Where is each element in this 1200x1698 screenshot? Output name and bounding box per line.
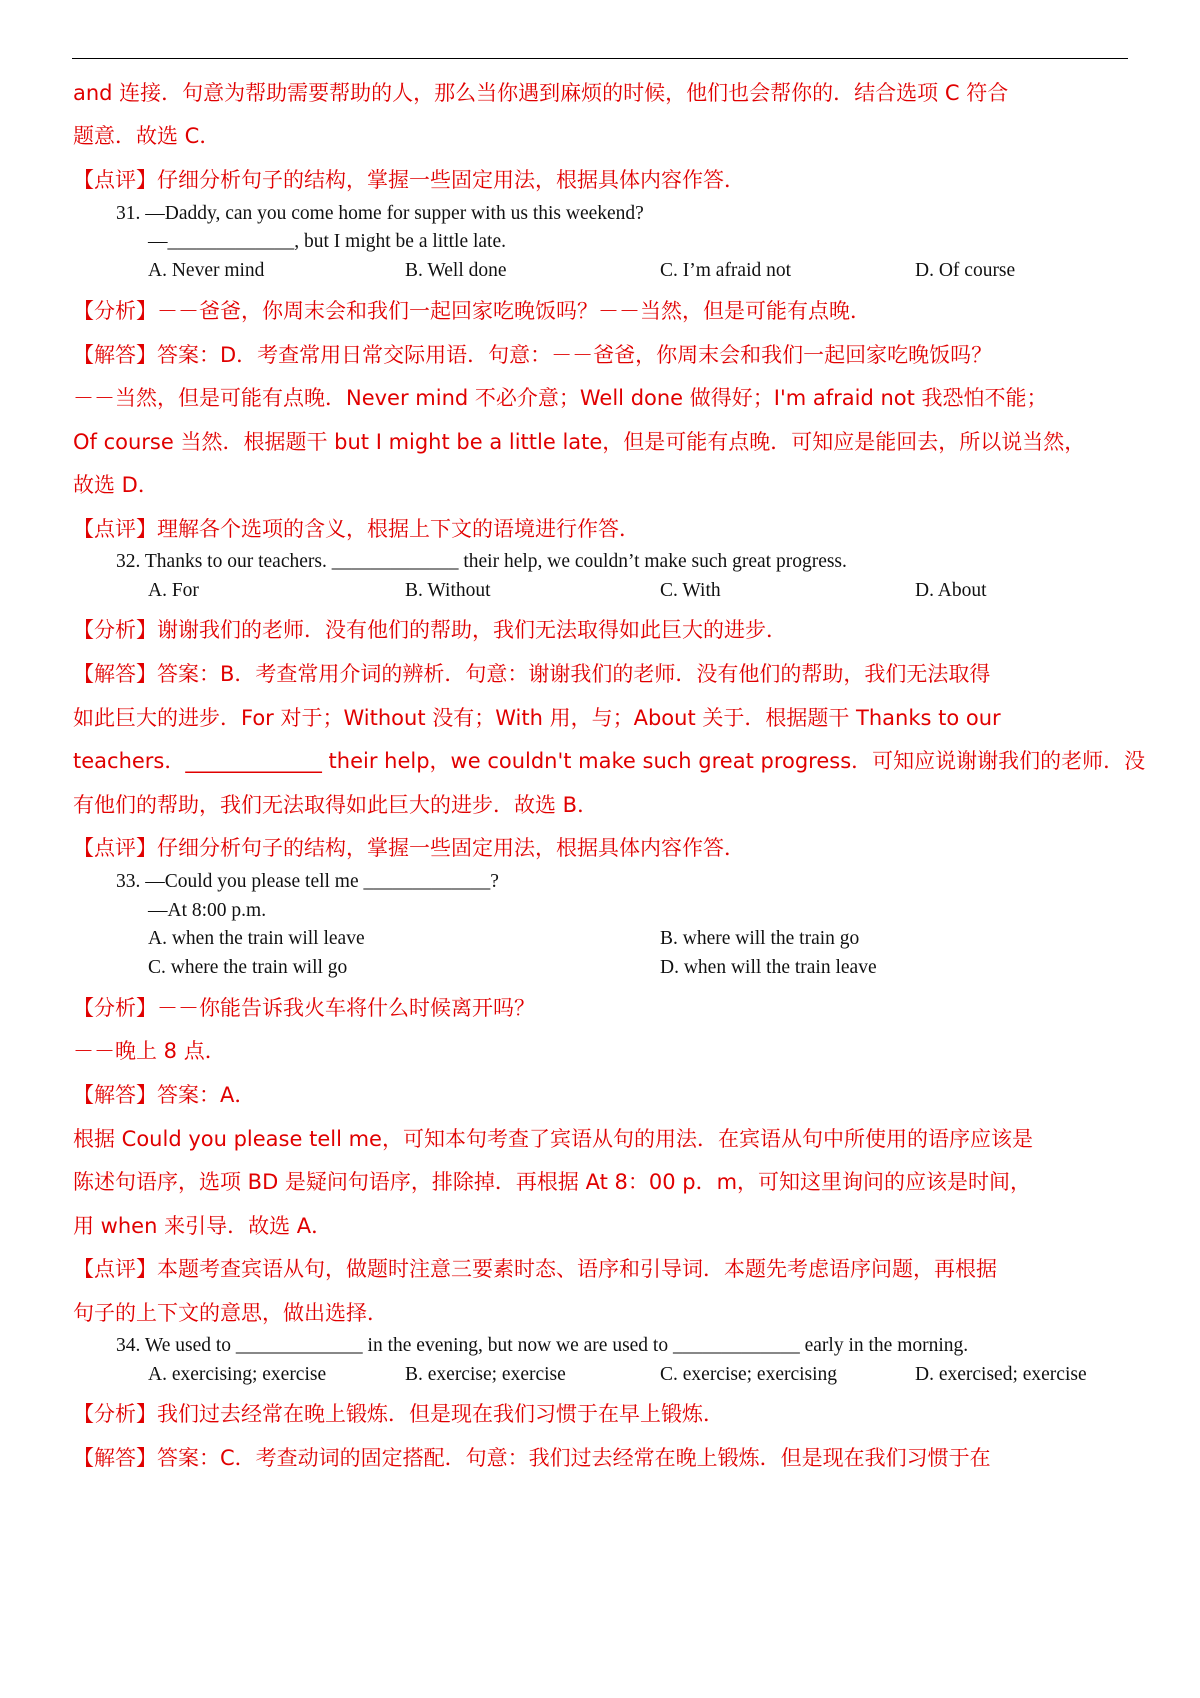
comment-line: 【点评】本题考查宾语从句，做题时注意三要素时态、语序和引导词．本题先考虑语序问题，再根据 bbox=[73, 1257, 997, 1281]
answer-line: －－当然，但是可能有点晚．Never mind 不必介意；Well done 做得好；I'm afraid not 我恐怕不能； bbox=[73, 386, 1048, 410]
question-33-option-d: D. when will the train leave bbox=[660, 957, 877, 978]
comment-line: 句子的上下文的意思，做出选择． bbox=[73, 1301, 388, 1325]
question-31-stem: 31. —Daddy, can you come home for supper with us this weekend? bbox=[116, 203, 644, 224]
answer-line: 根据 Could you please tell me，可知本句考查了宾语从句的用法．在宾语从句中所使用的语序应该是 bbox=[73, 1127, 1033, 1151]
question-34-option-a: A. exercising; exercise bbox=[148, 1364, 327, 1385]
answer-line: 【解答】答案：C．考查动词的固定搭配．句意：我们过去经常在晚上锻炼．但是现在我们习惯于在 bbox=[73, 1446, 991, 1470]
question-34-option-b: B. exercise; exercise bbox=[405, 1364, 566, 1385]
analysis-line: 【分析】－－爸爸，你周末会和我们一起回家吃晚饭吗？－－当然，但是可能有点晚． bbox=[73, 299, 871, 323]
question-31-reply: —_____________, but I might be a little late. bbox=[148, 231, 506, 252]
header-rule bbox=[72, 58, 1128, 59]
question-31-option-d: D. Of course bbox=[915, 260, 1016, 281]
explanation-line: 题意．故选 C． bbox=[73, 124, 221, 148]
question-31-option-c: C. I’m afraid not bbox=[660, 260, 792, 281]
question-31-option-b: B. Well done bbox=[405, 260, 507, 281]
question-32-option-a: A. For bbox=[148, 580, 199, 601]
comment-line: 【点评】仔细分析句子的结构，掌握一些固定用法，根据具体内容作答． bbox=[73, 168, 745, 192]
question-34-stem: 34. We used to _____________ in the evening, but now we are used to _____________ early in the morning. bbox=[116, 1335, 969, 1356]
analysis-line: 【分析】谢谢我们的老师．没有他们的帮助，我们无法取得如此巨大的进步． bbox=[73, 618, 787, 642]
question-32-option-c: C. With bbox=[660, 580, 721, 601]
explanation-line: and 连接．句意为帮助需要帮助的人，那么当你遇到麻烦的时候，他们也会帮你的．结合选项 C 符合 bbox=[73, 81, 1009, 105]
answer-line: 【解答】答案：A． bbox=[73, 1083, 256, 1107]
answer-line: 陈述句语序，选项 BD 是疑问句语序，排除掉．再根据 At 8：00 p．m，可知这里询问的应该是时间， bbox=[73, 1170, 1032, 1194]
answer-line: 有他们的帮助，我们无法取得如此巨大的进步．故选 B． bbox=[73, 793, 599, 817]
question-34-option-c: C. exercise; exercising bbox=[660, 1364, 838, 1385]
analysis-line: 【分析】我们过去经常在晚上锻炼．但是现在我们习惯于在早上锻炼． bbox=[73, 1402, 724, 1426]
answer-line: 【解答】答案：D．考查常用日常交际用语．句意：－－爸爸，你周末会和我们一起回家吃晚饭吗？ bbox=[73, 343, 993, 367]
answer-line: 故选 D． bbox=[73, 473, 159, 497]
question-33-option-b: B. where will the train go bbox=[660, 928, 860, 949]
answer-line: 用 when 来引导．故选 A． bbox=[73, 1214, 333, 1238]
analysis-line: －－晚上 8 点． bbox=[73, 1039, 226, 1063]
comment-line: 【点评】理解各个选项的含义，根据上下文的语境进行作答． bbox=[73, 517, 640, 541]
question-33-option-a: A. when the train will leave bbox=[148, 928, 365, 949]
answer-line: 如此巨大的进步．For 对于；Without 没有；With 用，与；About 关于．根据题干 Thanks to our bbox=[73, 706, 1001, 730]
question-32-option-b: B. Without bbox=[405, 580, 491, 601]
answer-line: 【解答】答案：B．考查常用介词的辨析．句意：谢谢我们的老师．没有他们的帮助，我们无法取得 bbox=[73, 662, 991, 686]
question-32-option-d: D. About bbox=[915, 580, 987, 601]
question-33-stem: 33. —Could you please tell me _____________? bbox=[116, 871, 499, 892]
comment-line: 【点评】仔细分析句子的结构，掌握一些固定用法，根据具体内容作答． bbox=[73, 836, 745, 860]
answer-line: teachers．_____________ their help，we couldn't make such great progress．可知应说谢谢我们的老师．没 bbox=[73, 749, 1146, 773]
question-33-option-c: C. where the train will go bbox=[148, 957, 348, 978]
question-33-reply: —At 8:00 p.m. bbox=[148, 900, 267, 921]
question-31-option-a: A. Never mind bbox=[148, 260, 265, 281]
question-32-stem: 32. Thanks to our teachers. _____________ their help, we couldn’t make such great progress. bbox=[116, 551, 847, 572]
answer-line: Of course 当然．根据题干 but I might be a little late，但是可能有点晚．可知应是能回去，所以说当然， bbox=[73, 430, 1086, 454]
analysis-line: 【分析】－－你能告诉我火车将什么时候离开吗？ bbox=[73, 996, 535, 1020]
question-34-option-d: D. exercised; exercise bbox=[915, 1364, 1087, 1385]
